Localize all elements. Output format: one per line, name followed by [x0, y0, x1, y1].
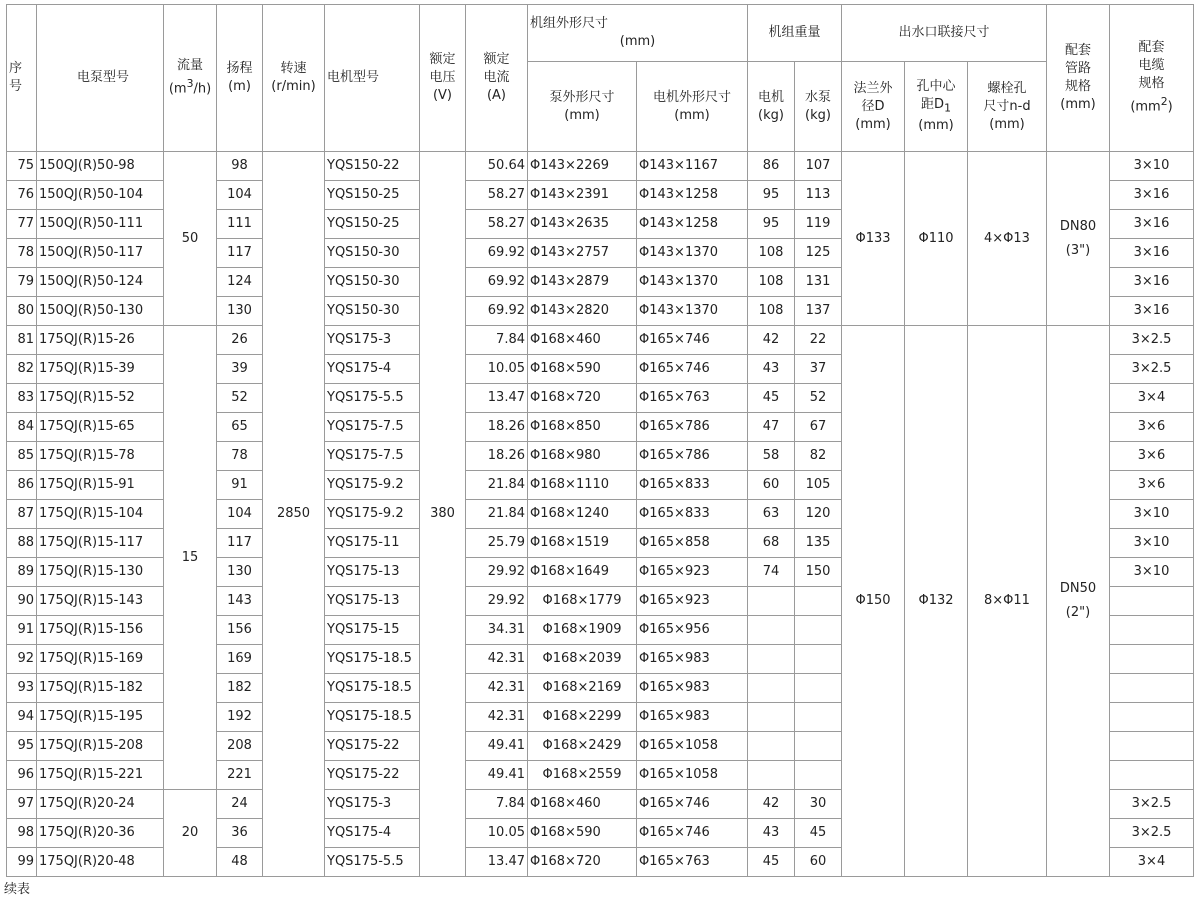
cell-weight-pump: 30 [795, 790, 842, 819]
cell-model: 175QJ(R)15-169 [37, 645, 164, 674]
cell-pump-dim: Φ168×460 [528, 326, 637, 355]
cell-motor-dim: Φ143×1370 [637, 297, 748, 326]
cell-model: 150QJ(R)50-130 [37, 297, 164, 326]
cell-cable [1110, 616, 1194, 645]
cell-cable: 3×4 [1110, 848, 1194, 877]
cell-pump-dim: Φ143×2635 [528, 210, 637, 239]
cell-model: 175QJ(R)20-36 [37, 819, 164, 848]
cell-cable: 3×2.5 [1110, 326, 1194, 355]
cell-motor-model: YQS175-5.5 [325, 848, 420, 877]
cell-seq: 84 [7, 413, 37, 442]
cell-cable: 3×2.5 [1110, 790, 1194, 819]
cell-current: 69.92 [466, 239, 528, 268]
cell-pump-dim: Φ168×590 [528, 355, 637, 384]
cell-head: 39 [217, 355, 263, 384]
header-weight-pump: 水泵 (kg) [795, 62, 842, 152]
cell-weight-pump: 22 [795, 326, 842, 355]
cell-pump-dim: Φ168×720 [528, 384, 637, 413]
cell-current: 29.92 [466, 558, 528, 587]
cell-motor-model: YQS150-30 [325, 239, 420, 268]
header-row-1 [7, 5, 1194, 62]
cell-cable [1110, 761, 1194, 790]
cell-weight-pump: 137 [795, 297, 842, 326]
cell-model: 175QJ(R)15-208 [37, 732, 164, 761]
cell-weight-motor [748, 732, 795, 761]
cell-seq: 95 [7, 732, 37, 761]
cell-model: 175QJ(R)15-117 [37, 529, 164, 558]
cell-weight-motor: 74 [748, 558, 795, 587]
cell-motor-model: YQS175-22 [325, 732, 420, 761]
cell-motor-dim: Φ165×858 [637, 529, 748, 558]
cell-weight-motor: 63 [748, 500, 795, 529]
cell-current: 13.47 [466, 384, 528, 413]
cell-weight-pump: 107 [795, 152, 842, 181]
cell-current: 10.05 [466, 355, 528, 384]
table-row [7, 326, 1194, 355]
cell-motor-model: YQS150-25 [325, 210, 420, 239]
cell-model: 175QJ(R)15-182 [37, 674, 164, 703]
cell-model: 150QJ(R)50-104 [37, 181, 164, 210]
cell-seq: 91 [7, 616, 37, 645]
header-cable: 配套 电缆 规格 $(mm^2)$ [1110, 5, 1194, 152]
cell-weight-motor: 95 [748, 181, 795, 210]
cell-seq: 80 [7, 297, 37, 326]
cell-current: 58.27 [466, 210, 528, 239]
cell-motor-dim: Φ165×746 [637, 326, 748, 355]
cell-seq: 89 [7, 558, 37, 587]
pipe-size: DN80 [1059, 218, 1097, 234]
cell-weight-pump: 131 [795, 268, 842, 297]
cell-pump-dim: Φ168×590 [528, 819, 637, 848]
cell-head: 143 [217, 587, 263, 616]
cell-bolt: 8×Φ11 [968, 326, 1047, 877]
cell-current: 34.31 [466, 616, 528, 645]
cell-weight-pump: 67 [795, 413, 842, 442]
cell-current: 50.64 [466, 152, 528, 181]
cell-weight-motor: 58 [748, 442, 795, 471]
cell-current: 21.84 [466, 471, 528, 500]
header-outlet: 出水口联接尺寸 [842, 5, 1047, 62]
cell-weight-motor: 108 [748, 268, 795, 297]
header-current: 额定 电流 (A) [466, 5, 528, 152]
cell-head: 104 [217, 181, 263, 210]
cell-weight-pump [795, 645, 842, 674]
cell-motor-model: YQS175-9.2 [325, 500, 420, 529]
cell-head: 182 [217, 674, 263, 703]
cell-seq: 92 [7, 645, 37, 674]
cell-pump-dim: Φ168×2429 [528, 732, 637, 761]
cell-weight-motor: 43 [748, 355, 795, 384]
cell-seq: 97 [7, 790, 37, 819]
cell-head: 24 [217, 790, 263, 819]
cell-cable [1110, 674, 1194, 703]
cell-seq: 76 [7, 181, 37, 210]
header-seq: 序号 [7, 5, 37, 152]
cell-weight-motor: 68 [748, 529, 795, 558]
cell-motor-dim: Φ165×746 [637, 819, 748, 848]
cell-model: 175QJ(R)15-156 [37, 616, 164, 645]
cell-cable: 3×6 [1110, 471, 1194, 500]
cell-motor-dim: Φ165×786 [637, 413, 748, 442]
cell-pump-dim: Φ168×1110 [528, 471, 637, 500]
cell-cable: 3×4 [1110, 384, 1194, 413]
cell-weight-motor [748, 616, 795, 645]
cell-weight-motor: 45 [748, 848, 795, 877]
cell-seq: 77 [7, 210, 37, 239]
cell-motor-dim: Φ165×983 [637, 674, 748, 703]
cell-model: 175QJ(R)15-221 [37, 761, 164, 790]
cell-current: 42.31 [466, 645, 528, 674]
cell-pump-dim: Φ168×2039 [528, 645, 637, 674]
cell-weight-pump [795, 761, 842, 790]
cell-motor-dim: Φ165×923 [637, 558, 748, 587]
cell-weight-pump [795, 703, 842, 732]
cell-weight-motor: 108 [748, 239, 795, 268]
cell-seq: 87 [7, 500, 37, 529]
cell-weight-motor: 45 [748, 384, 795, 413]
cell-model: 150QJ(R)50-117 [37, 239, 164, 268]
cell-pump-dim: Φ168×1519 [528, 529, 637, 558]
cell-current: 42.31 [466, 703, 528, 732]
cell-motor-model: YQS175-4 [325, 355, 420, 384]
cell-cable: 3×2.5 [1110, 819, 1194, 848]
cell-motor-model: YQS175-7.5 [325, 413, 420, 442]
cell-cable: 3×16 [1110, 297, 1194, 326]
cell-motor-model: YQS175-3 [325, 790, 420, 819]
cell-cable: 3×2.5 [1110, 355, 1194, 384]
cell-head: 208 [217, 732, 263, 761]
cell-pump-dim: Φ168×850 [528, 413, 637, 442]
cell-head: 65 [217, 413, 263, 442]
pipe-size: DN50 [1059, 581, 1097, 596]
cell-model: 175QJ(R)15-104 [37, 500, 164, 529]
header-dims: 机组外形尺寸 (mm) [528, 5, 748, 62]
cell-seq: 98 [7, 819, 37, 848]
cell-weight-pump: 60 [795, 848, 842, 877]
cell-seq: 85 [7, 442, 37, 471]
cell-head: 36 [217, 819, 263, 848]
cell-current: 7.84 [466, 790, 528, 819]
cell-seq: 83 [7, 384, 37, 413]
cell-weight-motor [748, 587, 795, 616]
cell-cable: 3×6 [1110, 442, 1194, 471]
cell-pump-dim: Φ168×1649 [528, 558, 637, 587]
cell-weight-motor: 47 [748, 413, 795, 442]
cell-cable: 3×10 [1110, 152, 1194, 181]
cell-seq: 96 [7, 761, 37, 790]
cell-flow: 15 [164, 326, 217, 790]
header-weight: 机组重量 [748, 5, 842, 62]
cell-model: 175QJ(R)15-52 [37, 384, 164, 413]
cell-flow: 20 [164, 790, 217, 877]
cell-seq: 86 [7, 471, 37, 500]
table-row [7, 152, 1194, 181]
cell-speed: 2850 [263, 152, 325, 877]
header-weight-motor: 电机 (kg) [748, 62, 795, 152]
cell-head: 117 [217, 239, 263, 268]
cell-model: 150QJ(R)50-124 [37, 268, 164, 297]
footer-note: 续表 [4, 882, 31, 897]
cell-motor-dim: Φ165×1058 [637, 732, 748, 761]
cell-weight-motor: 42 [748, 790, 795, 819]
cell-seq: 90 [7, 587, 37, 616]
cell-cable [1110, 645, 1194, 674]
cell-current: 42.31 [466, 674, 528, 703]
cell-cable: 3×16 [1110, 181, 1194, 210]
cell-motor-dim: Φ143×1167 [637, 152, 748, 181]
cell-motor-model: YQS175-9.2 [325, 471, 420, 500]
cell-weight-pump: 125 [795, 239, 842, 268]
cell-pump-dim: Φ168×1909 [528, 616, 637, 645]
cell-pipe [1047, 152, 1110, 326]
cell-cable [1110, 587, 1194, 616]
cell-seq: 79 [7, 268, 37, 297]
cell-head: 192 [217, 703, 263, 732]
cell-weight-motor: 60 [748, 471, 795, 500]
cell-weight-motor: 108 [748, 297, 795, 326]
cell-head: 111 [217, 210, 263, 239]
header-model: 电泵型号 [37, 5, 164, 152]
cell-motor-dim: Φ165×1058 [637, 761, 748, 790]
cell-head: 130 [217, 297, 263, 326]
cell-voltage: 380 [420, 152, 466, 877]
cell-motor-model: YQS150-30 [325, 297, 420, 326]
cell-head: 156 [217, 616, 263, 645]
header-voltage: 额定 电压 (V) [420, 5, 466, 152]
cell-head: 124 [217, 268, 263, 297]
cell-weight-pump [795, 587, 842, 616]
pipe-size-inch: (3") [1065, 242, 1091, 258]
cell-weight-pump [795, 616, 842, 645]
cell-head: 91 [217, 471, 263, 500]
cell-motor-dim: Φ165×763 [637, 384, 748, 413]
cell-pump-dim: Φ168×2169 [528, 674, 637, 703]
cell-model: 175QJ(R)15-195 [37, 703, 164, 732]
header-pump-dim: 泵外形尺寸 (mm) [528, 62, 637, 152]
cell-current: 29.92 [466, 587, 528, 616]
cell-motor-dim: Φ165×746 [637, 355, 748, 384]
cell-pump-dim: Φ143×2391 [528, 181, 637, 210]
cell-cable [1110, 732, 1194, 761]
cell-motor-model: YQS175-3 [325, 326, 420, 355]
cell-cable [1110, 703, 1194, 732]
cell-head: 169 [217, 645, 263, 674]
pipe-size-inch: (2") [1065, 605, 1091, 620]
cell-head: 104 [217, 500, 263, 529]
cell-weight-motor: 86 [748, 152, 795, 181]
cell-weight-pump: 135 [795, 529, 842, 558]
cell-pump-dim: Φ168×460 [528, 790, 637, 819]
cell-cable: 3×10 [1110, 500, 1194, 529]
cell-cable: 3×16 [1110, 268, 1194, 297]
cell-motor-model: YQS175-18.5 [325, 703, 420, 732]
cell-motor-model: YQS175-22 [325, 761, 420, 790]
cell-weight-motor [748, 703, 795, 732]
cell-head: 48 [217, 848, 263, 877]
cell-model: 175QJ(R)15-130 [37, 558, 164, 587]
cell-motor-dim: Φ165×763 [637, 848, 748, 877]
header-speed: 转速 (r/min) [263, 5, 325, 152]
header-motor: 电机型号 [325, 5, 420, 152]
cell-head: 98 [217, 152, 263, 181]
cell-weight-pump: 52 [795, 384, 842, 413]
cell-motor-dim: Φ143×1258 [637, 210, 748, 239]
cell-weight-pump [795, 674, 842, 703]
cell-model: 175QJ(R)15-91 [37, 471, 164, 500]
header-hole: 孔中心 距$D_1$ (mm) [905, 62, 968, 152]
cell-cable: 3×10 [1110, 558, 1194, 587]
cell-model: 175QJ(R)15-65 [37, 413, 164, 442]
cell-model: 175QJ(R)15-39 [37, 355, 164, 384]
cell-weight-motor [748, 761, 795, 790]
cell-hole: Φ132 [905, 326, 968, 877]
cell-seq: 82 [7, 355, 37, 384]
cell-motor-model: YQS175-15 [325, 616, 420, 645]
cell-flange: Φ133 [842, 152, 905, 326]
cell-cable: 3×16 [1110, 239, 1194, 268]
cell-seq: 99 [7, 848, 37, 877]
cell-seq: 93 [7, 674, 37, 703]
cell-motor-model: YQS175-4 [325, 819, 420, 848]
cell-head: 52 [217, 384, 263, 413]
cell-head: 130 [217, 558, 263, 587]
cell-weight-pump: 150 [795, 558, 842, 587]
header-head: 扬程 (m) [217, 5, 263, 152]
cell-weight-pump: 45 [795, 819, 842, 848]
cell-bolt: 4×Φ13 [968, 152, 1047, 326]
cell-model: 175QJ(R)15-78 [37, 442, 164, 471]
cell-current: 18.26 [466, 442, 528, 471]
cell-motor-dim: Φ165×746 [637, 790, 748, 819]
cell-current: 58.27 [466, 181, 528, 210]
cell-seq: 75 [7, 152, 37, 181]
cell-pipe [1047, 326, 1110, 877]
cell-flange: Φ150 [842, 326, 905, 877]
cell-motor-dim: Φ143×1370 [637, 239, 748, 268]
cell-motor-dim: Φ143×1258 [637, 181, 748, 210]
cell-weight-pump: 119 [795, 210, 842, 239]
cell-motor-dim: Φ165×983 [637, 645, 748, 674]
cell-model: 150QJ(R)50-111 [37, 210, 164, 239]
cell-head: 221 [217, 761, 263, 790]
cell-motor-model: YQS150-22 [325, 152, 420, 181]
cell-pump-dim: Φ168×1779 [528, 587, 637, 616]
cell-hole: Φ110 [905, 152, 968, 326]
cell-weight-motor [748, 645, 795, 674]
cell-weight-motor: 43 [748, 819, 795, 848]
cell-model: 150QJ(R)50-98 [37, 152, 164, 181]
cell-pump-dim: Φ143×2757 [528, 239, 637, 268]
cell-cable: 3×10 [1110, 529, 1194, 558]
header-pipe: 配套 管路 规格 (mm) [1047, 5, 1110, 152]
cell-motor-dim: Φ165×956 [637, 616, 748, 645]
cell-motor-model: YQS175-7.5 [325, 442, 420, 471]
cell-motor-dim: Φ165×833 [637, 500, 748, 529]
cell-flow: 50 [164, 152, 217, 326]
cell-motor-model: YQS175-5.5 [325, 384, 420, 413]
cell-pump-dim: Φ143×2820 [528, 297, 637, 326]
cell-weight-motor: 95 [748, 210, 795, 239]
cell-current: 18.26 [466, 413, 528, 442]
cell-seq: 78 [7, 239, 37, 268]
cell-current: 13.47 [466, 848, 528, 877]
pump-spec-table [6, 4, 1194, 877]
cell-cable: 3×6 [1110, 413, 1194, 442]
header-motor-dim: 电机外形尺寸 (mm) [637, 62, 748, 152]
cell-seq: 88 [7, 529, 37, 558]
cell-motor-model: YQS175-13 [325, 587, 420, 616]
cell-seq: 81 [7, 326, 37, 355]
cell-motor-dim: Φ165×983 [637, 703, 748, 732]
cell-weight-pump: 105 [795, 471, 842, 500]
cell-motor-dim: Φ143×1370 [637, 268, 748, 297]
cell-pump-dim: Φ143×2879 [528, 268, 637, 297]
cell-pump-dim: Φ168×1240 [528, 500, 637, 529]
cell-weight-pump: 82 [795, 442, 842, 471]
header-flow: 流量 $(m^3/h)$ [164, 5, 217, 152]
cell-motor-model: YQS175-11 [325, 529, 420, 558]
header-bolt: 螺栓孔 尺寸n-d (mm) [968, 62, 1047, 152]
cell-current: 69.92 [466, 297, 528, 326]
cell-model: 175QJ(R)15-26 [37, 326, 164, 355]
cell-pump-dim: Φ168×720 [528, 848, 637, 877]
cell-current: 10.05 [466, 819, 528, 848]
cell-cable: 3×16 [1110, 210, 1194, 239]
cell-pump-dim: Φ168×2299 [528, 703, 637, 732]
cell-current: 49.41 [466, 761, 528, 790]
cell-motor-dim: Φ165×833 [637, 471, 748, 500]
header-flange: 法兰外 径D (mm) [842, 62, 905, 152]
cell-current: 25.79 [466, 529, 528, 558]
cell-pump-dim: Φ168×2559 [528, 761, 637, 790]
cell-weight-motor: 42 [748, 326, 795, 355]
cell-pump-dim: Φ168×980 [528, 442, 637, 471]
cell-current: 49.41 [466, 732, 528, 761]
cell-motor-model: YQS175-18.5 [325, 674, 420, 703]
cell-head: 78 [217, 442, 263, 471]
cell-model: 175QJ(R)15-143 [37, 587, 164, 616]
cell-weight-motor [748, 674, 795, 703]
cell-seq: 94 [7, 703, 37, 732]
cell-head: 117 [217, 529, 263, 558]
cell-weight-pump: 113 [795, 181, 842, 210]
cell-pump-dim: Φ143×2269 [528, 152, 637, 181]
cell-head: 26 [217, 326, 263, 355]
cell-weight-pump [795, 732, 842, 761]
cell-motor-model: YQS150-30 [325, 268, 420, 297]
cell-motor-model: YQS175-18.5 [325, 645, 420, 674]
cell-model: 175QJ(R)20-48 [37, 848, 164, 877]
cell-motor-dim: Φ165×786 [637, 442, 748, 471]
cell-model: 175QJ(R)20-24 [37, 790, 164, 819]
cell-current: 69.92 [466, 268, 528, 297]
cell-weight-pump: 37 [795, 355, 842, 384]
cell-weight-pump: 120 [795, 500, 842, 529]
cell-motor-model: YQS150-25 [325, 181, 420, 210]
cell-current: 21.84 [466, 500, 528, 529]
cell-motor-dim: Φ165×923 [637, 587, 748, 616]
cell-motor-model: YQS175-13 [325, 558, 420, 587]
cell-current: 7.84 [466, 326, 528, 355]
